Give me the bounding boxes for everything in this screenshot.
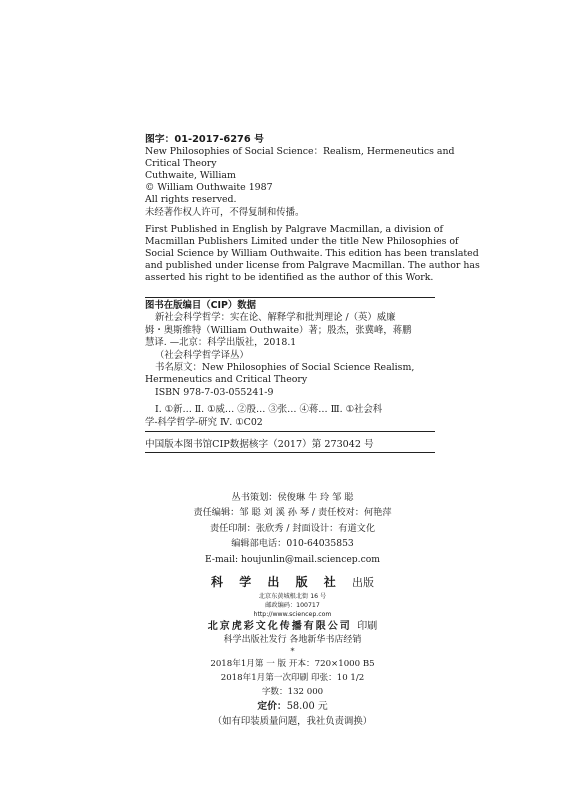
credits-block <box>150 490 435 567</box>
cip-block <box>145 300 435 429</box>
cip-heading: 图书在版编目（CIP）数据 <box>145 300 256 311</box>
credit-line: 责任印制：张欣秀 / 封面设计：有道文化 <box>209 522 376 534</box>
cip-isbn: ISBN 978-7-03-055241-9 <box>155 386 274 398</box>
edition-line: 2018年1月第 一 版 开本：720×1000 B5 <box>210 659 375 669</box>
copyright-block <box>145 134 480 284</box>
cip-classification-line: Ⅰ. ①新… Ⅱ. ①威… ②殷… ③张… ④蒋… Ⅲ. ①社会科 <box>155 404 383 416</box>
separator-mark: * <box>290 647 295 656</box>
cip-classification-line: 学-科学哲学-研究 Ⅳ. ①C02 <box>145 416 263 428</box>
top-divider <box>145 297 435 298</box>
price-line <box>150 699 435 714</box>
publisher-postcode: 邮政编码：100717 <box>265 602 320 609</box>
quality-note: （如有印装质量问题，我社负责调换） <box>212 716 373 727</box>
cip-original-title-line: 书名原文：New Philosophies of Social Science Realism, <box>155 362 415 374</box>
cip-original-title-line: Hermeneutics and Critical Theory <box>145 374 308 386</box>
license-line: asserted his right to be identified as the author of this Work. <box>145 272 434 284</box>
bottom-divider <box>145 452 435 453</box>
printer-line <box>150 619 435 634</box>
cip-number: 中国版本图书馆CIP数据核字（2017）第 273042 号 <box>145 439 374 450</box>
publisher-address: 北京东黄城根北街 16 号 <box>258 593 327 600</box>
price-value: 58.00 元 <box>286 701 328 712</box>
publisher-name-line <box>150 573 435 592</box>
credit-line: 丛书策划：侯俊琳 牛 玲 邹 聪 <box>231 492 354 503</box>
word-count: 字数：132 000 <box>261 687 324 697</box>
original-title-line-2: Critical Theory <box>145 158 217 170</box>
original-title-line-1: New Philosophies of Social Science：Realism, Hermeneutics and <box>145 146 455 158</box>
credit-line: E-mail: houjunlin@mail.sciencep.com <box>204 553 380 565</box>
credit-line: 编辑部电话：010-64035853 <box>231 538 354 550</box>
license-line: First Published in English by Palgrave Macmillan, a division of <box>145 223 443 235</box>
license-line: Macmillan Publishers Limited under the title New Philosophies of <box>145 235 459 247</box>
distribution-line: 科学出版社发行 各地新华书店经销 <box>223 635 362 645</box>
license-line: and published under license from Palgrave Macmillan. The author has <box>145 259 480 271</box>
cip-entry-line: 慧译. —北京：科学出版社，2018.1 <box>145 337 297 349</box>
copyright-notice: © William Outhwaite 1987 <box>145 182 273 194</box>
printer-suffix: 印刷 <box>357 621 378 632</box>
price-label: 定价： <box>257 701 287 712</box>
no-copy-notice: 未经著作权人许可，不得复制和传播。 <box>145 206 305 218</box>
publisher-name-suffix: 出版 <box>351 576 374 589</box>
license-line: Social Science by William Outhwaite. This edition has been translated <box>145 247 479 259</box>
rights-reserved: All rights reserved. <box>145 194 237 206</box>
printer-name: 北京虎彩文化传播有限公司 <box>207 621 352 632</box>
printing-line: 2018年1月第一次印刷 印张：10 1/2 <box>220 673 365 683</box>
cip-entry-line: 新社会科学哲学：实在论、解释学和批判理论 /（英）威廉 <box>155 312 396 324</box>
publisher-block <box>150 573 435 729</box>
cip-divider <box>145 431 435 432</box>
publisher-name: 科 学 出 版 社 <box>211 575 342 589</box>
cip-entry-line: 姆・奥斯维特（William Outhwaite）著；殷杰，张冀峰，蒋鹏 <box>145 324 412 336</box>
original-author: Cuthwaite, William <box>145 170 236 182</box>
cip-entry-line: （社会科学哲学译丛） <box>155 349 249 361</box>
registration-number: 图字：01-2017-6276 号 <box>145 134 264 145</box>
credit-line: 责任编辑：邹 聪 刘 溪 孙 琴 / 责任校对：何艳萍 <box>193 507 392 519</box>
publisher-website: http://www.sciencep.com <box>253 611 332 618</box>
